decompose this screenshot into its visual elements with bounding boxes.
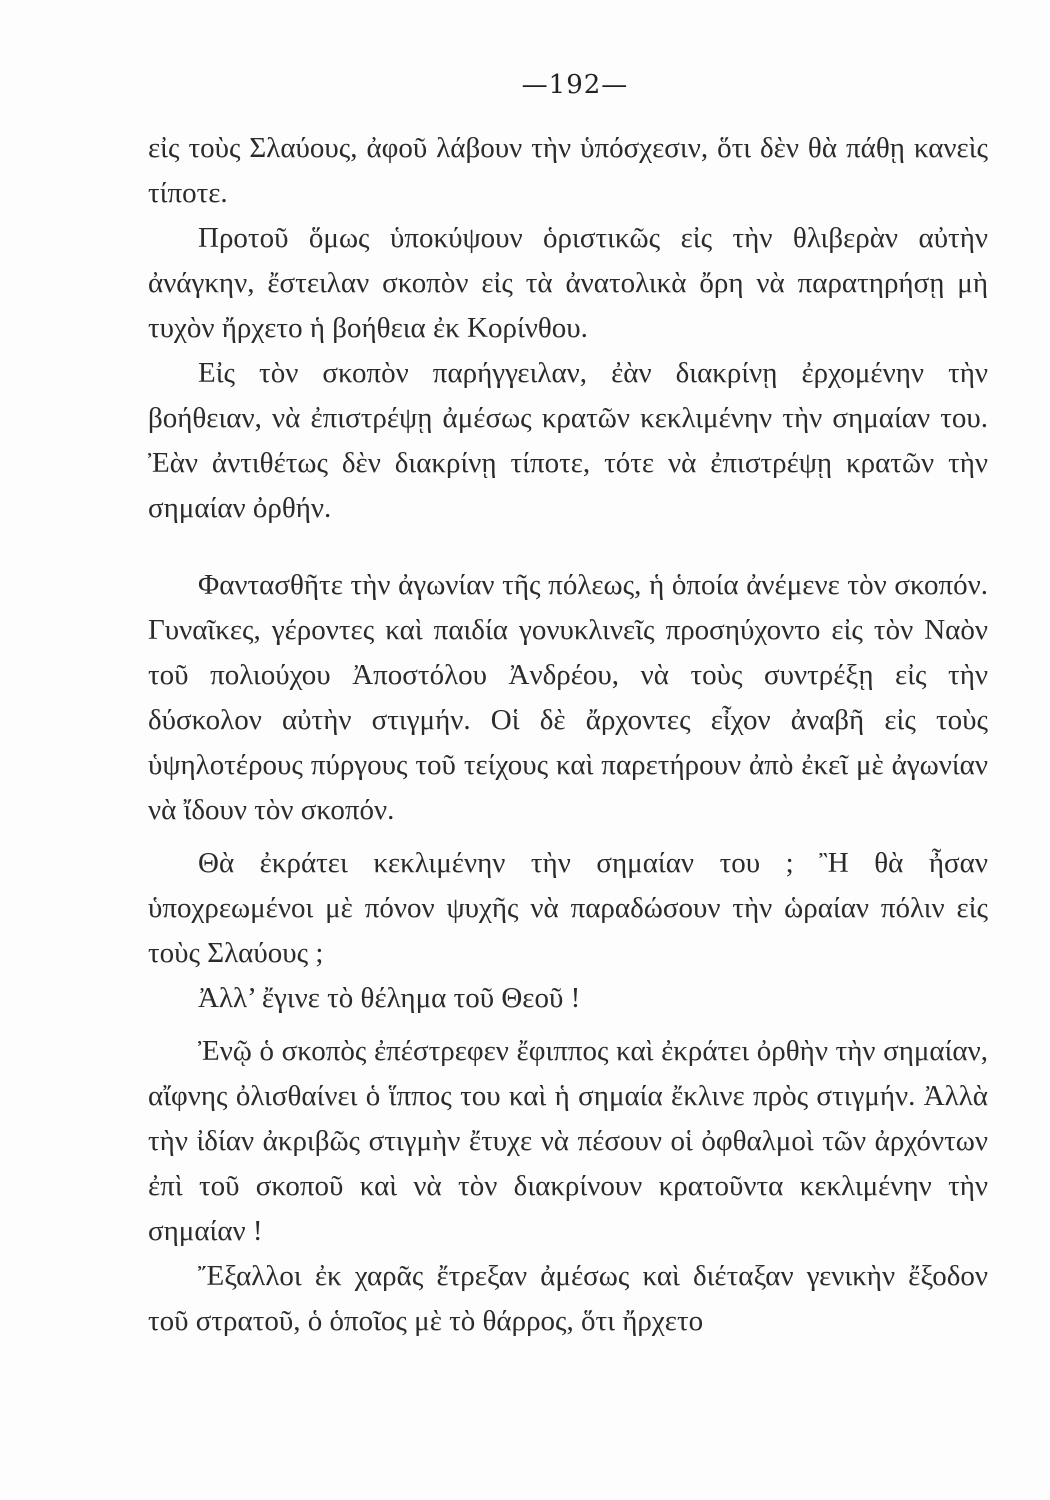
paragraph: Ἐνῷ ὁ σκοπὸς ἐπέστρεφεν ἔφιππος καὶ ἐκράτει ὀρθὴν τὴν σημαίαν, αἴφνης ὀλισθαίνει ὁ ἵππος του καὶ ἡ σημαία ἔκλινε πρὸς στιγμήν. Ἀλλὰ τὴν ἰδίαν ἀκριβῶς στιγμὴν ἔτυχε νὰ πέσουν οἱ ὀφθαλμοὶ τῶν ἀρχόντων ἐπὶ τοῦ σκοποῦ καὶ νὰ τὸν διακρίνουν κρατοῦντα κεκλιμένην τὴν σημαίαν !: [148, 1035, 988, 1247]
paragraph: Θὰ ἐκράτει κεκλιμένην τὴν σημαίαν του ; Ἢ θὰ ἦσαν ὑποχρεωμένοι μὲ πόνον ψυχῆς νὰ παραδώσουν τὴν ὡραίαν πόλιν εἰς τοὺς Σλαύους ;: [148, 847, 988, 969]
paragraph: Προτοῦ ὅμως ὑποκύψουν ὁριστικῶς εἰς τὴν θλιβερὰν αὐτὴν ἀνάγκην, ἔστειλαν σκοπὸν εἰς τὰ ἀνατολικὰ ὄρη νὰ παρατηρήσῃ μὴ τυχὸν ἤρχετο ἡ βοήθεια ἐκ Κορίνθου.: [148, 222, 988, 344]
body-text: [148, 126, 988, 1344]
paragraph: Φαντασθῆτε τὴν ἀγωνίαν τῆς πόλεως, ἡ ὁποία ἀνέμενε τὸν σκοπόν. Γυναῖκες, γέροντες καὶ παιδία γονυκλινεῖς προσηύχοντο εἰς τὸν Ναὸν τοῦ πολιούχου Ἀποστόλου Ἀνδρέου, νὰ τοὺς συντρέξῃ εἰς τὴν δύσκολον αὐτὴν στιγμήν. Οἱ δὲ ἄρχοντες εἶχον ἀναβῆ εἰς τοὺς ὑψηλοτέρους πύργους τοῦ τείχους καὶ παρετήρουν ἀπὸ ἐκεῖ μὲ ἀγωνίαν νὰ ἴδουν τὸν σκοπόν.: [148, 569, 988, 826]
paragraph: Ἔξαλλοι ἐκ χαρᾶς ἔτρεξαν ἀμέσως καὶ διέταξαν γενικὴν ἔξοδον τοῦ στρατοῦ, ὁ ὁποῖος μὲ τὸ θάρρος, ὅτι ἤρχετο: [148, 1260, 988, 1337]
paragraph-continuation: εἰς τοὺς Σλαύους, ἀφοῦ λάβουν τὴν ὑπόσχεσιν, ὅτι δὲν θὰ πάθῃ κανεὶς τίποτε.: [148, 132, 988, 209]
paragraph: Ἀλλ’ ἔγινε τὸ θέλημα τοῦ Θεοῦ !: [198, 982, 581, 1014]
paragraph: Εἰς τὸν σκοπὸν παρήγγειλαν, ἐὰν διακρίνῃ ἐρχομένην τὴν βοήθειαν, νὰ ἐπιστρέψῃ ἀμέσως κρατῶν κεκλιμένην τὴν σημαίαν του. Ἐὰν ἀντιθέτως δὲν διακρίνῃ τίποτε, τότε νὰ ἐπιστρέψῃ κρατῶν τὴν σημαίαν ὀρθήν.: [148, 357, 988, 524]
page-number: —192—: [521, 70, 629, 100]
